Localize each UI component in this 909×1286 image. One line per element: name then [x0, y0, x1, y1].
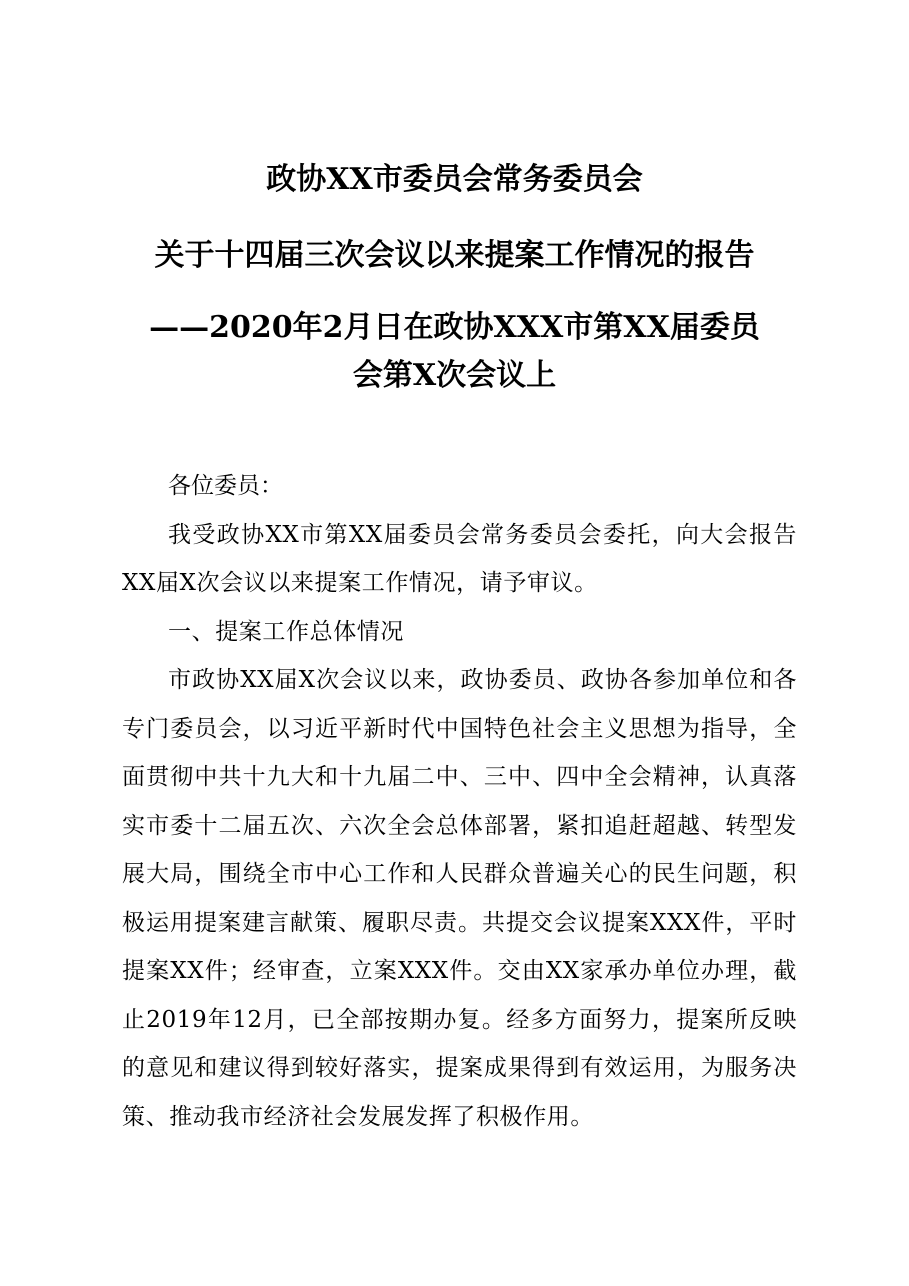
title-line-3: ——2020年2月日在政协XXX市第XX届委员 — [149, 310, 760, 345]
paragraph-intro: 我受政协XX市第XX届委员会常务委员会委托，向大会报告XX届X次会议以来提案工作情况，请予审议。 — [122, 521, 797, 596]
paragraph-overview: 市政协XX届X次会议以来，政协委员、政协各参加单位和各专门委员会，以习近平新时代中国特色社会主义思想为指导，全面贯彻中共十九大和十九届二中、三中、四中全会精神，认真落实市委十二届五次、六次全会总体部署，紧扣追赶超越、转型发展大局，围绕全市中心工作和人民群众普遍关心的民生问题，积极运用提案建言献策、履职尽责。共提交会议提案XXX件，平时提案XX件；经审查，立案XXX件。交由XX家承办单位办理，截止2019年12月，已全部按期办复。经多方面努力，提案所反映的意见和建议得到较好落实，提案成果得到有效运用，为服务决策、推动我市经济社会发展发挥了积极作用。 — [122, 667, 797, 1130]
section-heading-1: 一、提案工作总体情况 — [168, 618, 404, 645]
title-line-1: 政协XX市委员会常务委员会 — [266, 162, 643, 197]
salutation: 各位委员： — [168, 473, 283, 499]
report-body — [122, 462, 797, 1141]
title-line-4: 会第X次会议上 — [352, 358, 557, 393]
title-line-2: 关于十四届三次会议以来提案工作情况的报告 — [154, 238, 755, 273]
report-title — [0, 160, 909, 396]
